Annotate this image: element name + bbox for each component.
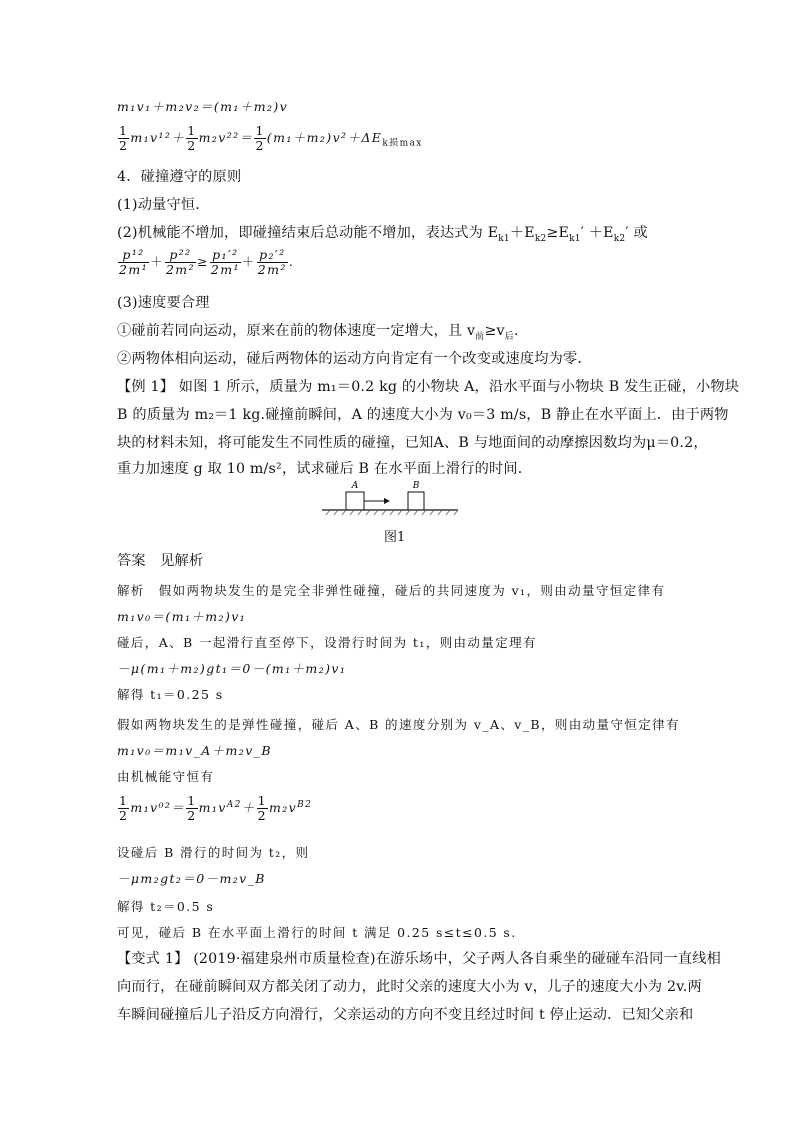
ground-hatching — [326, 510, 458, 515]
fraction: $\frac{\text{p₂′²}}{\text{2m²}}$ — [257, 247, 287, 277]
analysis-line-1: 解析 假如两物块发生的是完全非弹性碰撞，碰后的共同速度为 v₁，则由动量守恒定律有 — [117, 583, 666, 598]
arrow-head — [384, 498, 390, 504]
fraction: $\frac{1}{2}$ — [257, 793, 268, 823]
equation-momentum: m₁v₁＋m₂v₂＝(m₁＋m₂)v — [117, 99, 289, 114]
block-a-label: A — [351, 481, 359, 491]
equation-a1: m₁v₀＝(m₁＋m₂)v₁ — [117, 609, 247, 624]
fraction: $\frac{1}{2}$ — [119, 123, 129, 153]
fraction: $\frac{1}{2}$ — [255, 123, 265, 153]
fraction: $\frac{1}{2}$ — [119, 793, 129, 823]
variant-line-3: 车瞬间碰撞后儿子沿反方向滑行，父亲运动的方向不变且经过时间 t 停止运动．已知父亲和 — [117, 1007, 694, 1023]
analysis-conclusion: 可见，碰后 B 在水平面上滑行的时间 t 满足 0.25 s≤t≤0.5 s. — [117, 925, 517, 940]
rule-3b: ②两物体相向运动，碰后两物体的运动方向肯定有一个改变或速度均为零． — [117, 351, 592, 367]
heading-collision-rules: 4．碰撞遵守的原则 — [117, 169, 242, 185]
variant-line-1: 【变式 1】 (2019·福建泉州市质量检查)在游乐场中，父子两人各自乘坐的碰碰车沿同一直线相 — [117, 951, 722, 967]
equation-a3: 解得 t₁＝0.25 s — [117, 687, 224, 702]
example-1-line-1: 【例 1】 如图 1 所示，质量为 m₁＝0.2 kg 的小物块 A，沿水平面与小物块 B 发生正碰，小物块 — [117, 379, 740, 395]
rule-1: (1)动量守恒． — [117, 197, 210, 213]
block-a-shape — [346, 492, 364, 510]
rule-2: (2)机械能不增加，即碰撞结束后总动能不增加，表达式为 $E_{k1}+E_{k2}\ge E_{k1}' +E_{k2}'$ 或 — [117, 225, 648, 244]
equation-a5: $\frac{1}{2}$ m₁v⁰²＝ $\frac{1}{2}$ $m_1v^{A2}+$ $\frac{1}{2}$ $m_2v^{B2}$ — [119, 793, 313, 823]
example-1-line-4: 重力加速度 g 取 10 m/s²，试求碰后 B 在水平面上滑行的时间． — [117, 461, 533, 477]
fraction: $\frac{1}{2}$ — [187, 123, 197, 153]
fraction: $\frac{\text{p¹²}}{\text{2m¹}}$ — [119, 247, 149, 277]
equation-a6: －μm₂gt₂＝0－m₂v_B — [117, 871, 266, 886]
rule-3a: ①碰前若同向运动，原来在前的物体速度一定增大，且 $v_前\ge v_后$. — [117, 323, 519, 342]
example-1-line-3: 块的材料未知，将可能发生不同性质的碰撞，已知A、B 与地面间的动摩擦因数均为μ＝0.2， — [117, 435, 708, 451]
equation-a2: －μ(m₁＋m₂)gt₁＝0－(m₁＋m₂)v₁ — [117, 661, 347, 676]
fraction: $\frac{\text{p₁′²}}{\text{2m¹}}$ — [210, 247, 240, 277]
collision-figure — [320, 478, 460, 520]
rule-3: (3)速度要合理 — [117, 295, 210, 311]
analysis-line-3: 假如两物块发生的是弹性碰撞，碰后 A、B 的速度分别为 v_A、v_B，则由动量守恒定律有 — [117, 717, 680, 732]
equation-momentum-energy: $\frac{\text{p¹²}}{\text{2m¹}}$ ＋ $\frac{\text{p²²}}{\text{2m²}}$ ≥ $\frac{\text{p₁′²}}{\text{2m¹}}$ ＋ $\frac{\text{p₂′²}}{\text{2m²}}$ . — [119, 247, 295, 277]
analysis-line-5: 设碰后 B 滑行的时间为 t₂，则 — [117, 845, 310, 860]
equation-energy: $\frac{1}{2}$ m₁v¹²＋ $\frac{1}{2}$ m₂v²²＝ $\frac{1}{2}$ $(m_1+m_2)v^2+\Delta E_{k损max}$ — [119, 123, 423, 153]
example-1-line-2: B 的质量为 m₂＝1 kg.碰撞前瞬间，A 的速度大小为 v₀＝3 m/s，B 静止在水平面上．由于两物 — [117, 407, 729, 423]
variant-line-2: 向而行，在碰前瞬间双方都关闭了动力，此时父亲的速度大小为 v，儿子的速度大小为 2v.两 — [117, 979, 702, 995]
answer-line: 答案 见解析 — [117, 553, 204, 569]
block-b-shape — [408, 492, 424, 510]
fraction: $\frac{1}{2}$ — [187, 793, 197, 823]
figure-caption: 图1 — [384, 530, 406, 545]
equation-a7: 解得 t₂＝0.5 s — [117, 899, 215, 914]
analysis-line-2: 碰后，A、B 一起滑行直至停下，设滑行时间为 t₁，则由动量定理有 — [117, 635, 537, 650]
fraction: $\frac{\text{p²²}}{\text{2m²}}$ — [165, 247, 195, 277]
equation-a4: m₁v₀＝m₁v_A＋m₂v_B — [117, 743, 272, 758]
analysis-line-4: 由机械能守恒有 — [117, 769, 215, 784]
block-b-label: B — [412, 481, 420, 491]
